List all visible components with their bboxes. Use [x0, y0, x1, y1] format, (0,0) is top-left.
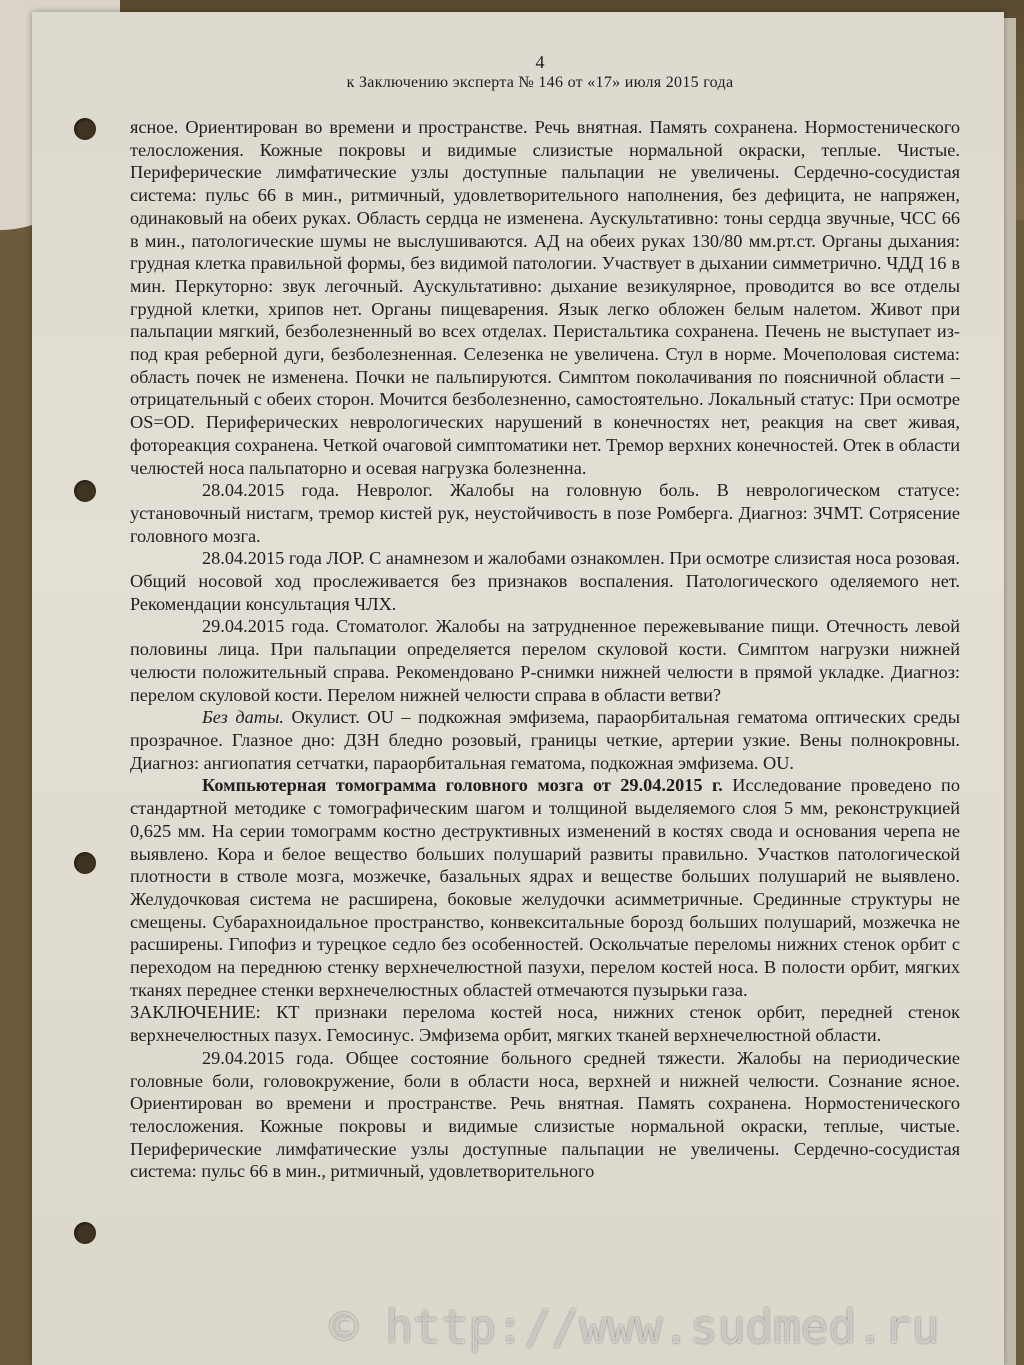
undated-label: Без даты.	[202, 707, 284, 728]
document-body	[130, 116, 960, 1183]
punch-hole-icon	[74, 1222, 96, 1244]
punch-hole-icon	[74, 852, 96, 874]
conclusion-text: КТ признаки перелома костей носа, нижних стенок орбит, передней стенок верхнечелюстных пазух. Гемосинус. Эмфизема орбит, мягких тканей верхнечелюстной области.	[130, 1002, 960, 1046]
conclusion-label: ЗАКЛЮЧЕНИЕ:	[130, 1002, 261, 1023]
paragraph-conclusion	[130, 1001, 960, 1046]
site-watermark: © http://www.sudmed.ru	[330, 1300, 940, 1354]
ophthalmologist-text: Окулист. OU – подкожная эмфизема, параорбитальная гематома оптических среды прозрачное. Глазное дно: ДЗН бледно розовый, границы четкие, артерии узкие. Вены полнокровны. Диагноз: ангиопатия сетчатки, параорбитальная гематома, подкожная эмфизема. OU.	[130, 707, 960, 773]
paragraph-neurologist: 28.04.2015 года. Невролог. Жалобы на головную боль. В неврологическом статусе: установочный нистагм, тремор кистей рук, неустойчивость в позе Ромберга. Диагноз: ЗЧМТ. Сотрясение головного мозга.	[130, 480, 960, 546]
paragraph-dentist: 29.04.2015 года. Стоматолог. Жалобы на затрудненное пережевывание пищи. Отечность левой половины лица. При пальпации определяется перелом скуловой кости. Симптом нагрузки нижней челюсти положительный справа. Рекомендовано Р-снимки нижней челюсти в прямой укладке. Диагноз: перелом скуловой кости. Перелом нижней челюсти справа в области ветви?	[130, 616, 960, 705]
ct-scan-text: Исследование проведено по стандартной методике с томографическим шагом и толщиной выделяемого слоя 5 мм, реконструкцией 0,625 мм. На серии томограмм костно деструктивных изменений в костях свода и основания черепа не выявлено. Кора и белое вещество больших полушарий развиты правильно. Участков патологической плотности в стволе мозга, мозжечке, базальных ядрах и веществе больших полушарий не выявлено. Желудочковая система не расширена, боковые желудочки асимметричные. Срединные структуры не смещены. Субарахноидальное пространство, конвекситальные борозд больших полушарий, мозжечка не расширены. Гипофиз и турецкое седло без особенностей. Оскольчатые переломы нижних стенок орбит с переходом на переднюю стенку верхнечелюстной пазухи, перелом костей носа. В полости орбит, мягких тканях переднее стенки верхнечелюстных областей отмечаются пузырьки газа.	[130, 775, 960, 1000]
page-number: 4	[535, 52, 545, 72]
ct-scan-heading: Компьютерная томограмма головного мозга от 29.04.2015 г.	[202, 775, 723, 796]
paragraph-general-condition: 29.04.2015 года. Общее состояние больного средней тяжести. Жалобы на периодические головные боли, головокружение, боли в области носа, верхней и нижней челюсти. Сознание ясное. Ориентирован во времени и пространстве. Речь внятная. Память сохранена. Нормостенического телосложения. Кожные покровы и видимые слизистые нормальной окраски, теплые, чистые. Периферические лимфатические узлы доступные пальпации не увеличены. Сердечно-сосудистая система: пульс 66 в мин., ритмичный, удовлетворительного	[130, 1047, 960, 1182]
punch-hole-icon	[74, 118, 96, 140]
paragraph-ent: 28.04.2015 года ЛОР. С анамнезом и жалобами ознакомлен. При осмотре слизистая носа розовая. Общий носовой ход прослеживается без признаков воспаления. Патологического оделяемого нет. Рекомендации консультация ЧЛХ.	[130, 548, 960, 614]
paragraph-ophthalmologist	[130, 706, 960, 774]
paragraph-ct-scan	[130, 774, 960, 1001]
document-reference: к Заключению эксперта № 146 от «17» июля 2015 года	[346, 74, 734, 91]
paragraph-general-status: ясное. Ориентирован во времени и пространстве. Речь внятная. Память сохранена. Нормостенического телосложения. Кожные покровы и видимые слизистые нормальной окраски, теплые. Чистые. Периферические лимфатические узлы доступные пальпации не увеличены. Сердечно-сосудистая система: пульс 66 в мин., ритмичный, удовлетворительного наполнения, без дефицита, не напряжен, одинаковый на обеих руках. Область сердца не изменена. Аускультативно: тоны сердца звучные, ЧСС 66 в мин., патологические шумы не выслушиваются. АД на обеих руках 130/80 мм.рт.ст. Органы дыхания: грудная клетка правильной формы, без видимой патологии. Участвует в дыхании симметрично. ЧДД 16 в мин. Перкуторно: звук легочный. Аускультативно: дыхание везикулярное, проводится во все отделы грудной клетки, хрипов нет. Органы пищеварения. Язык легко обложен белым налетом. Живот при пальпации мягкий, безболезненный во всех отделах. Перистальтика сохранена. Печень не выступает из-под края реберной дуги, безболезненная. Селезенка не увеличена. Стул в норме. Мочеполовая система: область почек не изменена. Почки не пальпируются. Симптом поколачивания по поясничной области – отрицательный с обеих сторон. Мочится безболезненно, самостоятельно. Локальный статус: При осмотре OS=OD. Периферических неврологических нарушений в конечностях нет, реакция на свет живая, фотореакция сохранена. Четкой очаговой симптоматики нет. Тремор верхних конечностей. Отек в области челюстей носа пальпаторно и осевая нагрузка болезненна.	[130, 117, 960, 478]
punch-hole-icon	[74, 480, 96, 502]
